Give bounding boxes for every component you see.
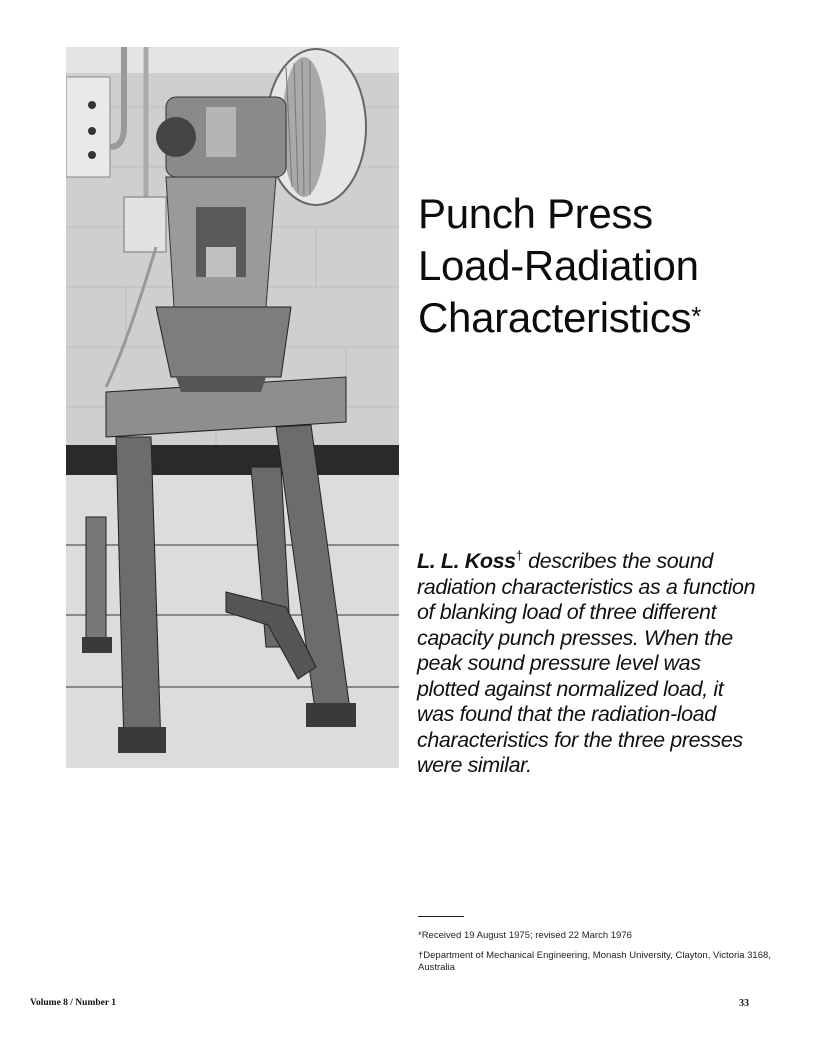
title-line-3-text: Characteristics — [418, 294, 692, 341]
footnote-affiliation: †Department of Mechanical Engineering, Monash University, Clayton, Victoria 3168, Australia — [418, 950, 771, 973]
footer-volume: Volume 8 / Number 1 — [30, 998, 117, 1008]
author-name: L. L. Koss — [417, 549, 516, 574]
footnote-received: *Received 19 August 1975; revised 22 March 1976 — [418, 930, 632, 941]
title-line-1: Punch Press — [418, 190, 653, 237]
title-line-3 — [418, 292, 798, 344]
punch-press-photo — [66, 47, 399, 768]
abstract-text: describes the sound radiation characteristics as a function of blanking load of three different capacity punch presses. When the peak sound pressure level was plotted against normalized load, it was found that the radiation-load characteristics for the three presses were similar. — [417, 549, 756, 778]
abstract — [417, 543, 762, 779]
author-footnote-mark: † — [515, 548, 523, 563]
article-title — [418, 188, 798, 344]
title-line-2: Load-Radiation — [418, 242, 699, 289]
footer-page-number: 33 — [739, 998, 749, 1009]
title-footnote-mark: * — [691, 301, 702, 331]
footnote-rule — [418, 916, 464, 917]
